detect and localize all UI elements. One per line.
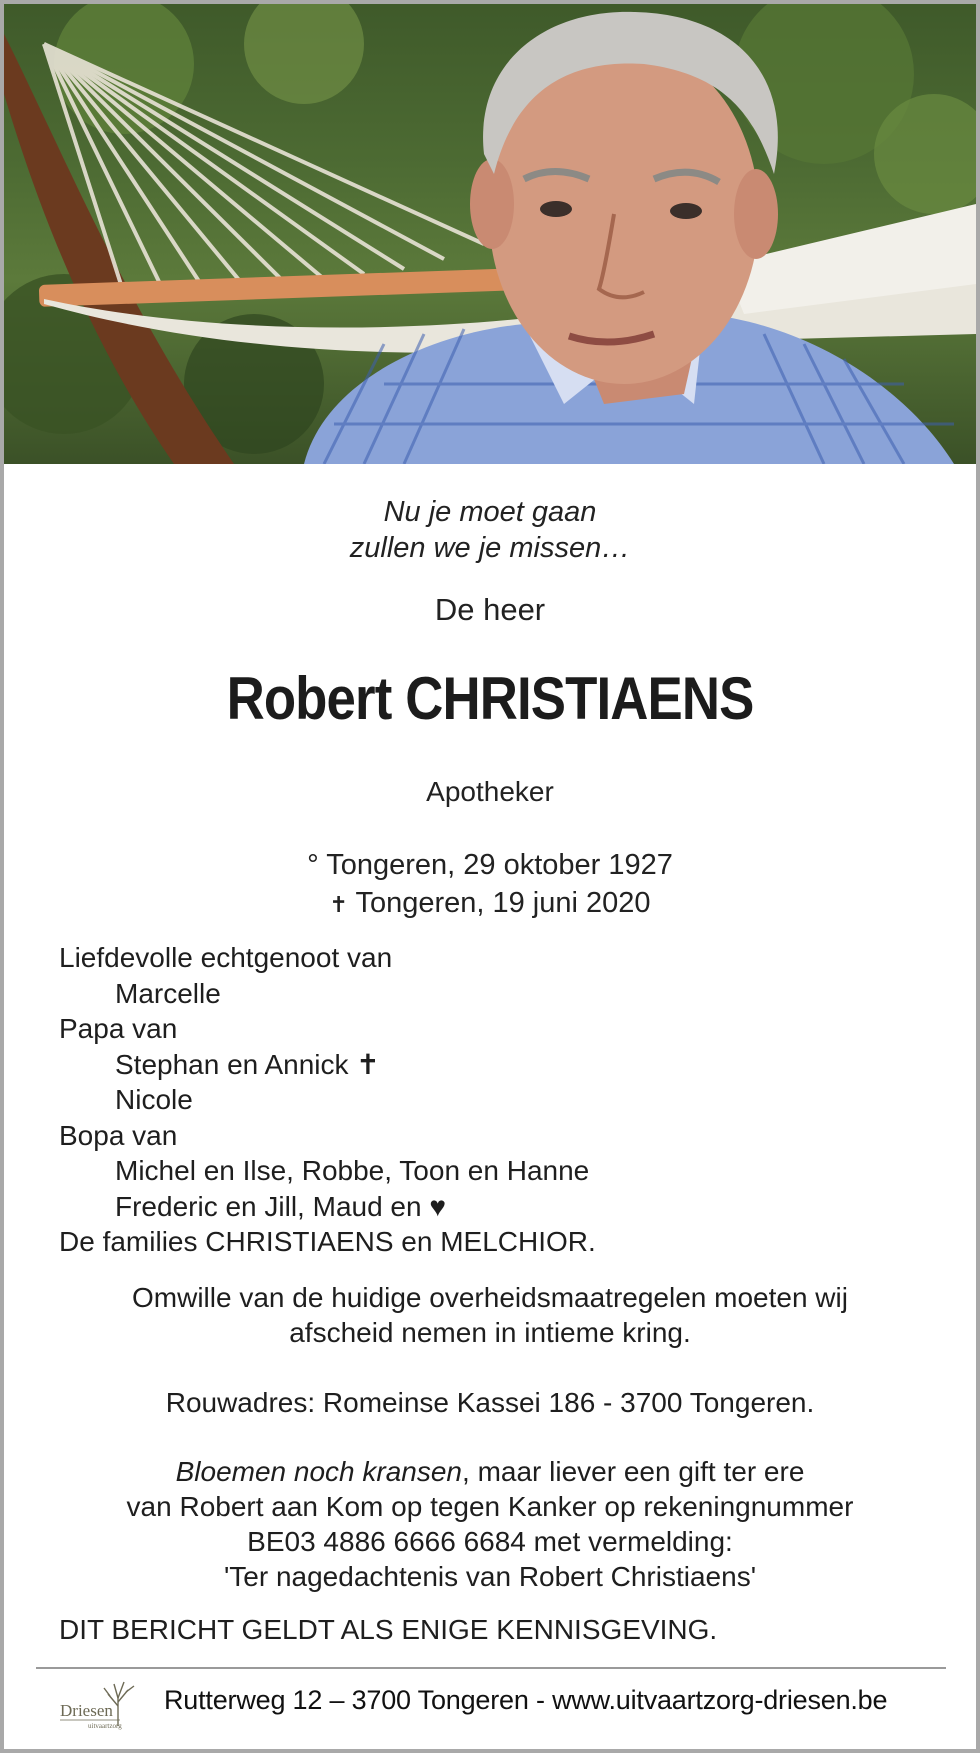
ceremony-notice-line-2: afscheid nemen in intieme kring. [289,1317,691,1348]
family-relation-heading: Bopa van [59,1119,178,1151]
donation-line-1 [4,1454,976,1489]
family-relation-heading: Liefdevolle echtgenoot van [59,942,393,973]
donation-request [4,1454,976,1594]
family-list [59,940,939,1260]
obituary-card [4,4,976,1749]
birth-symbol: ° [307,849,319,881]
birth-date: Tongeren, 29 oktober 1927 [326,849,673,881]
donation-line-4: 'Ter nagedachtenis van Robert Christiaens' [223,1561,757,1592]
family-member-line: Nicole [115,1084,193,1115]
life-dates [4,846,976,924]
donation-line-3: BE03 4886 6666 6684 met vermelding: [247,1526,733,1557]
funeral-home-address: Rutterweg 12 – 3700 Tongeren - www.uitvaartzorg-driesen.be [164,1685,888,1715]
birth-line [4,846,976,884]
profession: Apotheker [426,776,554,807]
family-member-line: Marcelle [115,977,221,1009]
death-cross-icon: ✝ [329,892,348,917]
portrait-photo [4,4,976,464]
death-line [4,884,976,924]
salutation: De heer [434,592,546,627]
family-relation-heading: Papa van [59,1013,178,1044]
deceased-name: Robert CHRISTIAENS [226,665,754,732]
sole-notice: DIT BERICHT GELDT ALS ENIGE KENNISGEVING. [59,1614,718,1645]
mourning-address: Rouwadres: Romeinse Kassei 186 - 3700 Tongeren. [165,1387,815,1418]
driesen-logo [58,1676,142,1736]
quote-line-1: Nu je moet gaan [383,496,597,528]
family-relation-heading: De families CHRISTIAENS en MELCHIOR. [59,1226,596,1257]
portrait-illustration [4,4,976,464]
family-member-line: Stephan en Annick ✝ [115,1048,380,1080]
family-member-line: Michel en Ilse, Robbe, Toon en Hanne [115,1155,590,1186]
donation-italic: Bloemen noch kransen [175,1456,463,1487]
ceremony-notice-line-1: Omwille van de huidige overheidsmaatregelen moeten wij [132,1282,848,1313]
donation-line-1-rest: , maar liever een gift ter ere [462,1456,805,1487]
footer-divider [36,1667,946,1669]
quote-line-2: zullen we je missen… [349,532,631,564]
tree-logo-icon [58,1676,142,1736]
ceremony-notice [4,1280,976,1350]
family-member-line: Frederic en Jill, Maud en ♥ [115,1190,446,1222]
death-date: Tongeren, 19 juni 2020 [355,887,651,919]
donation-line-2: van Robert aan Kom op tegen Kanker op rekeningnummer [126,1491,854,1522]
logo-subtitle: uitvaartzorg [88,1722,122,1730]
logo-name: Driesen [60,1701,113,1720]
memorial-quote [4,494,976,566]
